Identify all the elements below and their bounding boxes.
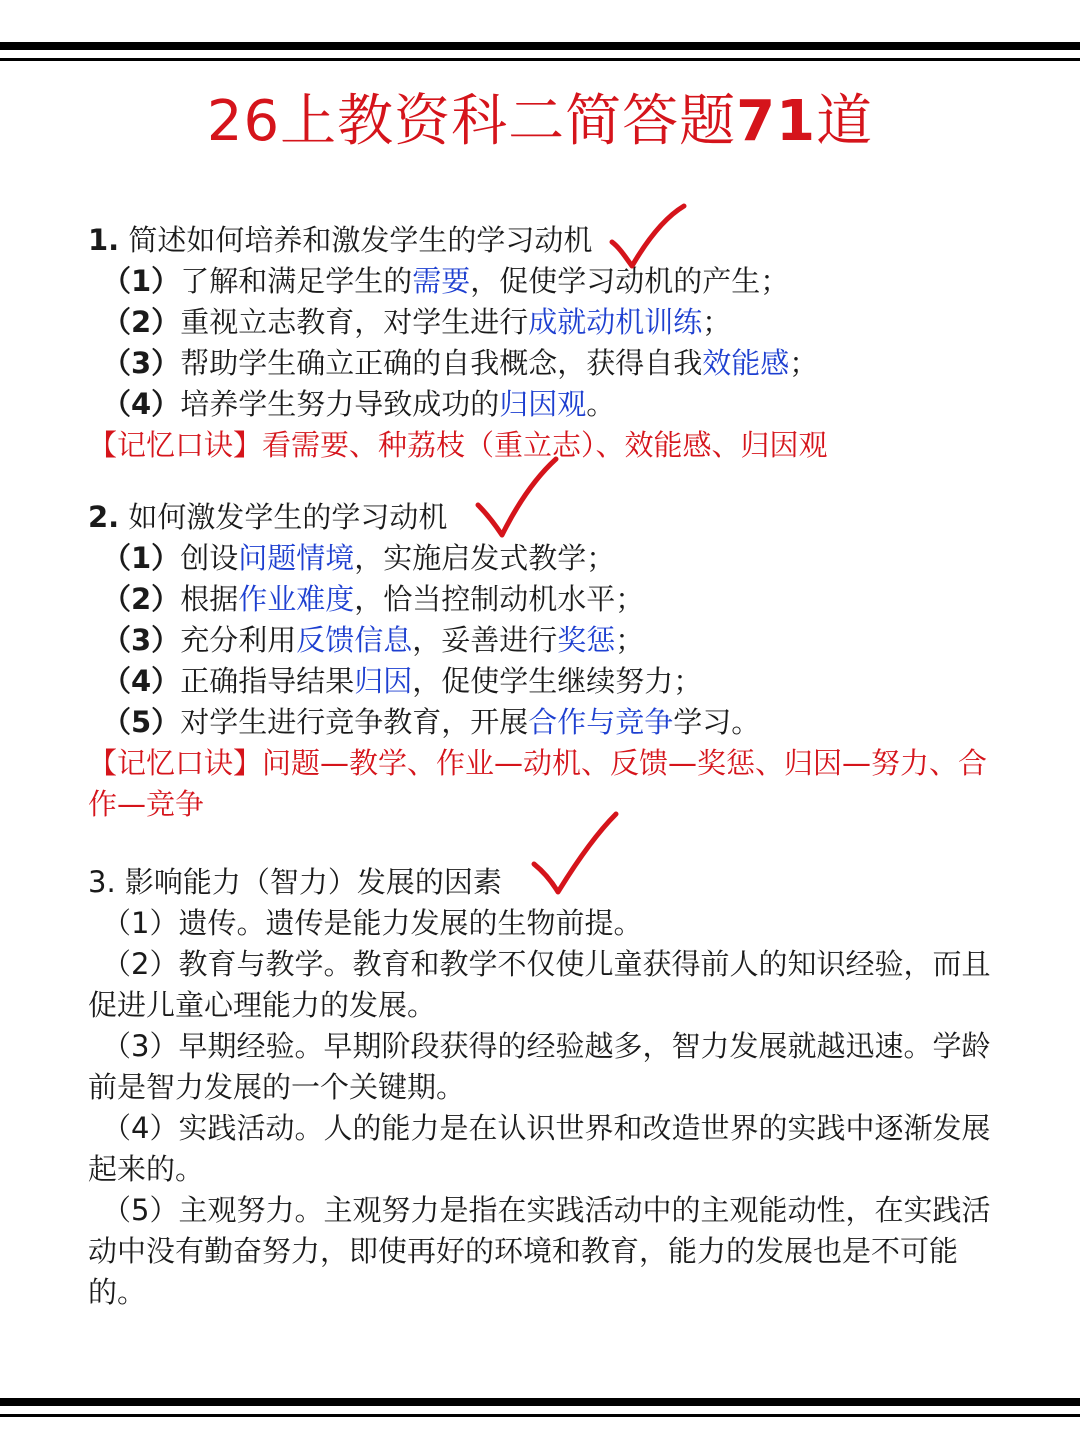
list-item bbox=[88, 343, 1018, 384]
list-item bbox=[88, 579, 1018, 620]
paragraph-text: 的。 bbox=[88, 1275, 147, 1309]
item-index: （2） bbox=[102, 305, 181, 339]
item-text: 充分利用 bbox=[180, 623, 297, 657]
item-text: 正确指导结果 bbox=[180, 664, 355, 698]
paragraph-text: （3）早期经验。早期阶段获得的经验越多，智力发展就越迅速。学龄 bbox=[102, 1029, 991, 1063]
paragraph-text: 动中没有勤奋努力，即使再好的环境和教育，能力的发展也是不可能 bbox=[88, 1234, 959, 1268]
question-text: 如何激发学生的学习动机 bbox=[119, 500, 448, 534]
bottom-border-thin bbox=[0, 1414, 1080, 1417]
item-text: ，恰当控制动机水平； bbox=[354, 582, 645, 616]
question-number: 1. bbox=[88, 223, 120, 257]
item-text: 。 bbox=[586, 387, 616, 421]
paragraph-text: 起来的。 bbox=[88, 1152, 205, 1186]
item-text: ，妥善进行 bbox=[412, 623, 558, 657]
keyword: 效能感 bbox=[702, 346, 790, 380]
keyword: 反馈信息 bbox=[296, 623, 413, 657]
list-item bbox=[88, 384, 1018, 425]
top-border-thick bbox=[0, 42, 1080, 50]
item-text: 根据 bbox=[180, 582, 239, 616]
item-text: 对学生进行竞争教育，开展 bbox=[180, 705, 529, 739]
list-item bbox=[88, 261, 1018, 302]
paragraph-text: 前是智力发展的一个关键期。 bbox=[88, 1070, 466, 1104]
keyword: 问题情境 bbox=[238, 541, 355, 575]
paragraph-text: （1）遗传。遗传是能力发展的生物前提。 bbox=[102, 906, 643, 940]
item-text: 学习。 bbox=[673, 705, 761, 739]
paragraph bbox=[88, 1108, 1018, 1190]
list-item bbox=[88, 538, 1018, 579]
question-number: 3. bbox=[88, 865, 116, 899]
item-text: ； bbox=[615, 623, 645, 657]
keyword: 归因观 bbox=[499, 387, 587, 421]
paragraph bbox=[88, 903, 1018, 944]
keyword: 合作与竞争 bbox=[528, 705, 674, 739]
item-index: （3） bbox=[102, 623, 181, 657]
title-prefix: 26上教资科二简答题 bbox=[206, 89, 737, 154]
item-text: ； bbox=[702, 305, 732, 339]
question-3 bbox=[88, 862, 1018, 1313]
keyword: 需要 bbox=[412, 264, 471, 298]
item-index: （1） bbox=[102, 541, 181, 575]
item-text: ，促使学习动机的产生； bbox=[470, 264, 790, 298]
item-text: 培养学生努力导致成功的 bbox=[180, 387, 500, 421]
paragraph bbox=[88, 944, 1018, 1026]
mnemonic-continued: 作—竞争 bbox=[88, 787, 205, 821]
item-index: （3） bbox=[102, 346, 181, 380]
keyword: 成就动机训练 bbox=[528, 305, 703, 339]
keyword: 归因 bbox=[354, 664, 413, 698]
list-item bbox=[88, 302, 1018, 343]
paragraph-text: （4）实践活动。人的能力是在认识世界和改造世界的实践中逐渐发展 bbox=[102, 1111, 991, 1145]
item-text: 了解和满足学生的 bbox=[180, 264, 413, 298]
paragraph-text: （5）主观努力。主观努力是指在实践活动中的主观能动性，在实践活 bbox=[102, 1193, 991, 1227]
question-1 bbox=[88, 220, 1018, 466]
page-title bbox=[0, 86, 1080, 158]
list-item bbox=[88, 620, 1018, 661]
item-text: 重视立志教育，对学生进行 bbox=[180, 305, 529, 339]
title-number: 71 bbox=[736, 89, 817, 154]
item-text: ； bbox=[789, 346, 819, 380]
paragraph bbox=[88, 1026, 1018, 1108]
item-index: （4） bbox=[102, 387, 181, 421]
content bbox=[88, 220, 1018, 1313]
mnemonic: 【记忆口诀】看需要、种荔枝（重立志）、效能感、归因观 bbox=[88, 428, 828, 462]
checkmark-icon bbox=[606, 202, 690, 274]
list-item bbox=[88, 702, 1018, 743]
top-border-thin bbox=[0, 58, 1080, 61]
keyword: 奖惩 bbox=[557, 623, 616, 657]
list-item bbox=[88, 661, 1018, 702]
item-index: （4） bbox=[102, 664, 181, 698]
item-text: ，促使学生继续努力； bbox=[412, 664, 703, 698]
title-suffix: 道 bbox=[816, 89, 874, 154]
question-1-title bbox=[88, 220, 1018, 261]
paragraph-text: （2）教育与教学。教育和教学不仅使儿童获得前人的知识经验，而且 bbox=[102, 947, 991, 981]
question-text: 简述如何培养和激发学生的学习动机 bbox=[119, 223, 593, 257]
bottom-border-thick bbox=[0, 1398, 1080, 1406]
keyword: 作业难度 bbox=[238, 582, 355, 616]
mnemonic: 【记忆口诀】问题—教学、作业—动机、反馈—奖惩、归因—努力、合 bbox=[88, 746, 988, 780]
item-index: （2） bbox=[102, 582, 181, 616]
question-text: 影响能力（智力）发展的因素 bbox=[115, 865, 502, 899]
paragraph bbox=[88, 1190, 1018, 1313]
item-index: （1） bbox=[102, 264, 181, 298]
checkmark-icon bbox=[472, 455, 562, 541]
item-text: 创设 bbox=[180, 541, 239, 575]
paragraph-text: 促进儿童心理能力的发展。 bbox=[88, 988, 437, 1022]
question-2 bbox=[88, 497, 1018, 825]
item-text: 帮助学生确立正确的自我概念，获得自我 bbox=[180, 346, 703, 380]
checkmark-icon bbox=[528, 810, 624, 898]
item-text: ，实施启发式教学； bbox=[354, 541, 616, 575]
question-number: 2. bbox=[88, 500, 120, 534]
item-index: （5） bbox=[102, 705, 181, 739]
